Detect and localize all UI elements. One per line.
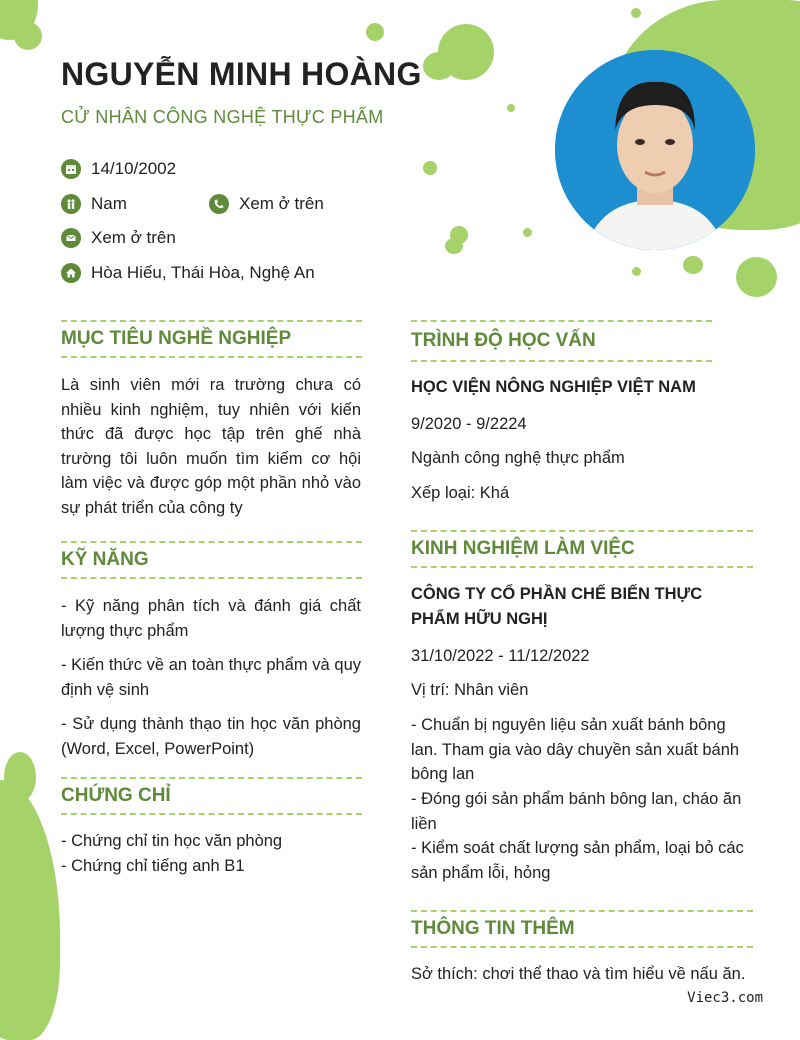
experience-duty-3: - Kiểm soát chất lượng sản phẩm, loại bỏ các sản phẩm lỗi, hỏng (411, 839, 744, 882)
candidate-name: NGUYỄN MINH HOÀNG (61, 56, 422, 92)
decor-blob-top-1 (366, 23, 384, 41)
certificates-section-title: CHỨNG CHỈ (61, 777, 362, 815)
phone-icon (209, 194, 229, 214)
decor-blob-top-3 (423, 52, 455, 80)
objective-section-title: MỤC TIÊU NGHỀ NGHIỆP (61, 320, 362, 358)
skill-item-2: - Kiến thức về an toàn thực phẩm và quy định vệ sinh (61, 656, 361, 699)
decor-blob-small-7 (683, 256, 703, 274)
decor-blob-left-bottom-2 (4, 752, 36, 802)
gender-icon (61, 194, 81, 214)
experience-period: 31/10/2022 - 11/12/2022 (411, 647, 590, 665)
address-row (61, 263, 315, 283)
footer-brand[interactable]: Viec3.com (687, 990, 763, 1006)
email-value: Xem ở trên (91, 228, 176, 247)
certificate-item-2: - Chứng chỉ tiếng anh B1 (61, 857, 245, 875)
experience-company: CÔNG TY CỔ PHẦN CHẾ BIẾN THỰC PHẨM HỮU NGHỊ (411, 585, 703, 628)
education-section-title: TRÌNH ĐỘ HỌC VẤN (411, 320, 712, 362)
decor-blob-small-8 (736, 257, 777, 297)
experience-duty-2: - Đóng gói sản phẩm bánh bông lan, cháo ăn liền (411, 790, 742, 833)
gender-row (61, 194, 127, 214)
candidate-title: CỬ NHÂN CÔNG NGHỆ THỰC PHẨM (61, 107, 384, 127)
decor-blob-top-4 (631, 8, 641, 18)
decor-blob-small-2 (423, 161, 437, 175)
gender-value: Nam (91, 194, 127, 213)
extra-section-title: THÔNG TIN THÊM (411, 910, 753, 948)
decor-blob-small-4 (445, 238, 463, 254)
education-period: 9/2020 - 9/2224 (411, 415, 527, 433)
calendar-icon (61, 159, 81, 179)
objective-text: Là sinh viên mới ra trường chưa có nhiều kinh nghiệm, tuy nhiên với kiến thức đã được học tập trên ghế nhà trường tôi luôn muốn tìm kiếm cơ hội làm việc và được góp một phần nhỏ vào sự phát triển của công ty (61, 376, 361, 517)
birthdate-value: 14/10/2002 (91, 159, 177, 178)
address-value: Hòa Hiếu, Thái Hòa, Nghệ An (91, 263, 315, 282)
extra-text: Sở thích: chơi thể thao và tìm hiểu về nấu ăn. (411, 965, 746, 983)
certificate-item-1: - Chứng chỉ tin học văn phòng (61, 832, 283, 850)
decor-blob-top-left-2 (14, 22, 42, 50)
decor-blob-small-1 (507, 104, 515, 112)
decor-blob-small-5 (523, 228, 532, 237)
education-major: Ngành công nghệ thực phẩm (411, 449, 625, 467)
experience-section-title: KINH NGHIỆM LÀM VIỆC (411, 530, 753, 568)
skills-section-title: KỸ NĂNG (61, 541, 362, 579)
profile-photo (555, 50, 755, 250)
decor-blob-left-bottom (0, 780, 60, 1040)
birthdate-row (61, 159, 176, 179)
email-icon (61, 228, 81, 248)
decor-blob-small-6 (632, 267, 641, 276)
education-grade: Xếp loại: Khá (411, 484, 510, 502)
phone-value: Xem ở trên (239, 194, 324, 213)
experience-duty-1: - Chuẩn bị nguyên liệu sản xuất bánh bông lan. Tham gia vào dây chuyền sản xuất bánh bông lan (411, 716, 740, 783)
skill-item-3: - Sử dụng thành thạo tin học văn phòng (Word, Excel, PowerPoint) (61, 715, 361, 758)
skill-item-1: - Kỹ năng phân tích và đánh giá chất lượng thực phẩm (61, 597, 361, 640)
experience-position: Vị trí: Nhân viên (411, 681, 529, 699)
phone-row (209, 194, 324, 214)
education-school: HỌC VIỆN NÔNG NGHIỆP VIỆT NAM (411, 378, 696, 396)
email-row (61, 228, 176, 248)
home-icon (61, 263, 81, 283)
